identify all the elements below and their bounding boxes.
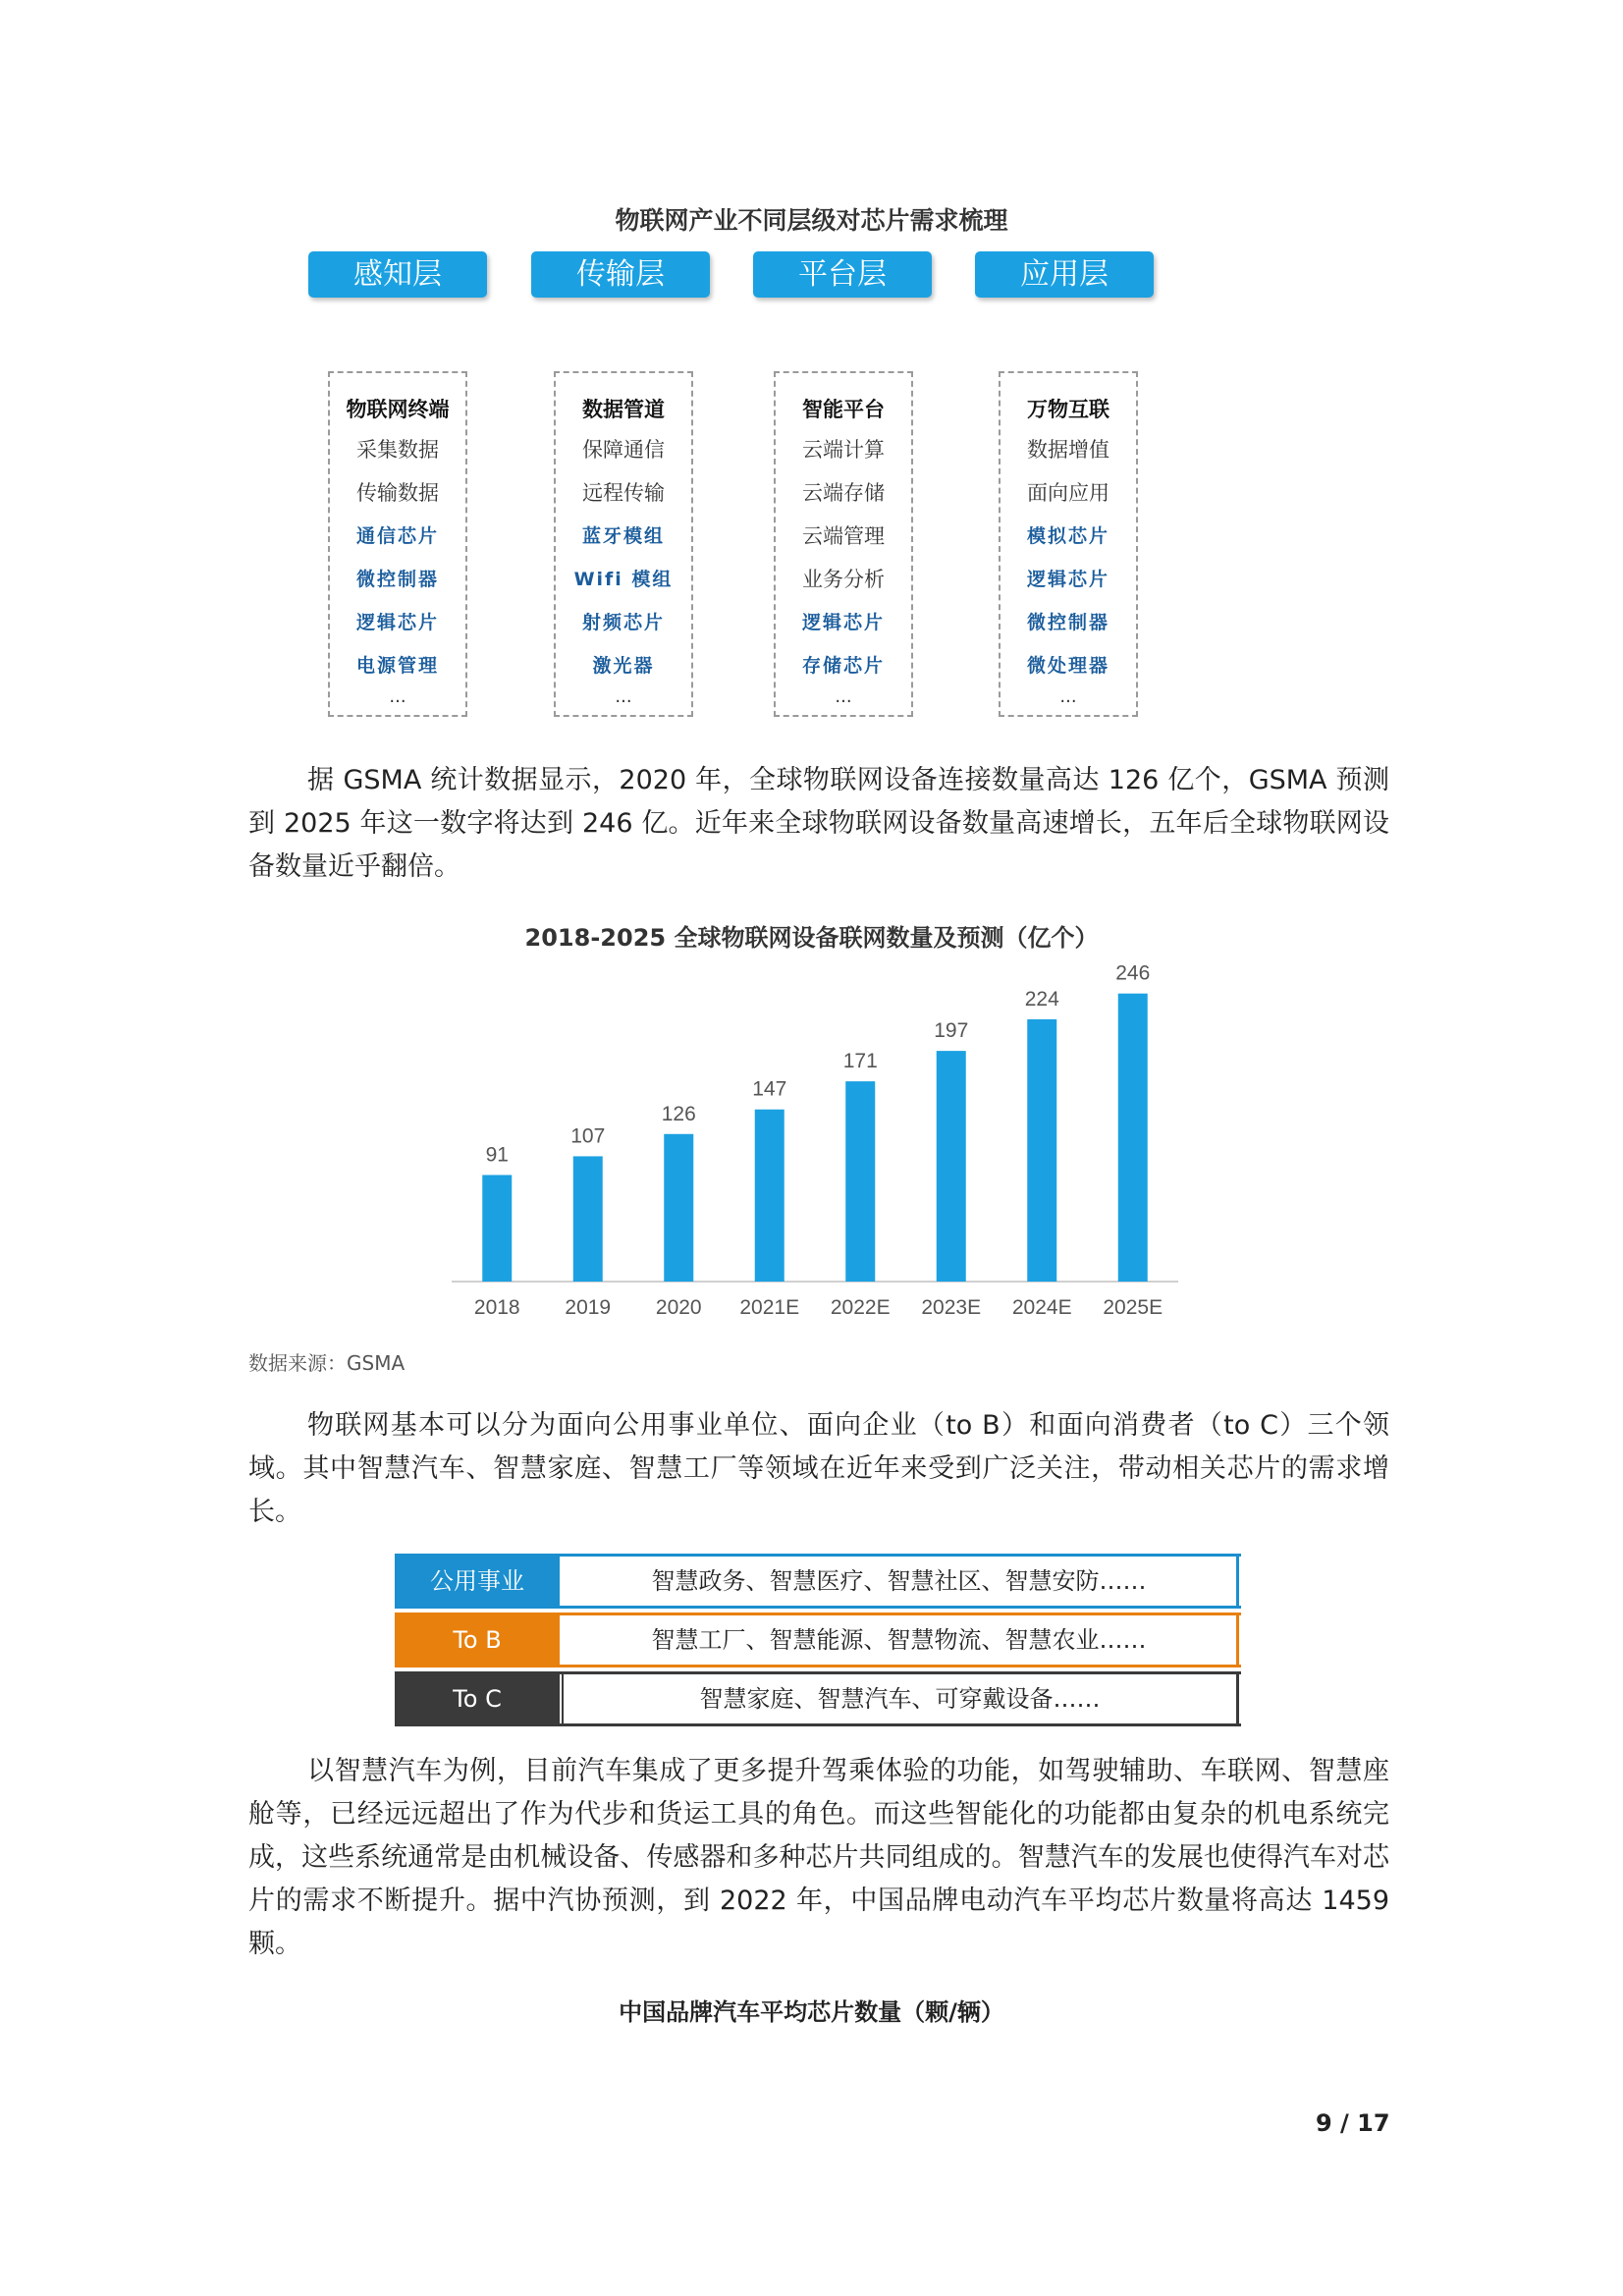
x-tick-label-2019: 2019	[565, 1296, 612, 1319]
layer-box-item: 数据增值	[1027, 438, 1109, 462]
layer-perception-header: 感知层	[308, 251, 487, 298]
segment-label: To C	[395, 1674, 560, 1723]
bar-2020	[664, 1134, 693, 1282]
next-chart-title: 中国品牌汽车平均芯片数量（颗/辆）	[619, 1998, 1004, 2026]
layer-box-heading: 智能平台	[802, 398, 885, 421]
bar-2019	[573, 1156, 603, 1282]
bar-2018	[482, 1175, 512, 1283]
layer-box-chip: 逻辑芯片	[355, 612, 439, 633]
data-label-2025E: 246	[1115, 961, 1151, 985]
layer-perception-box	[328, 371, 467, 717]
layer-box-ellipsis: ...	[1059, 686, 1077, 707]
bar-2024E	[1027, 1019, 1056, 1282]
data-source: 数据来源：GSMA	[248, 1351, 406, 1375]
segment-value: 智慧工厂、智慧能源、智慧物流、智慧农业……	[562, 1615, 1239, 1665]
layer-box-item: 保障通信	[582, 438, 665, 462]
chart-title: 2018-2025 全球物联网设备联网数量及预测（亿个）	[524, 924, 1099, 952]
layer-box-chip: 微控制器	[1026, 612, 1109, 633]
layer-box-chip: 微控制器	[355, 569, 439, 590]
data-label-2018: 91	[485, 1143, 509, 1167]
layer-box-chip: 蓝牙模组	[581, 525, 665, 547]
paragraph-gsma	[248, 759, 1389, 889]
layer-transport-box	[554, 371, 693, 717]
x-tick-label-2020: 2020	[655, 1296, 702, 1319]
paragraph-text: 以智慧汽车为例，目前汽车集成了更多提升驾乘体验的功能，如驾驶辅助、车联网、智慧座舱等，已经远远超出了作为代步和货运工具的角色。而这些智能化的功能都由复杂的机电系统完成，这些系统通常是由机械设备、传感器和多种芯片共同组成的。智慧汽车的发展也使得汽车对芯片的需求不断提升。据中汽协预测，到 2022 年，中国品牌电动汽车平均芯片数量将高达 1459 颗。	[248, 1756, 1389, 1959]
layer-transport-header: 传输层	[531, 251, 710, 298]
layer-box-item: 面向应用	[1027, 481, 1109, 505]
paragraph-text: 物联网基本可以分为面向公用事业单位、面向企业（to B）和面向消费者（to C）三个领域。其中智慧汽车、智慧家庭、智慧工厂等领域在近年来受到广泛关注，带动相关芯片的需求增长。	[248, 1410, 1389, 1527]
segment-table	[395, 1554, 1241, 1726]
segment-label: 公用事业	[395, 1557, 560, 1606]
layer-box-chip: 存储芯片	[801, 655, 885, 677]
layer-box-chip: 逻辑芯片	[1026, 569, 1109, 590]
data-label-2022E: 171	[842, 1050, 878, 1073]
iot-devices-bar-chart	[442, 957, 1188, 1331]
layer-box-ellipsis: ...	[615, 686, 632, 707]
layer-box-item: 云端存储	[802, 481, 885, 505]
layer-box-item: 云端计算	[802, 438, 885, 462]
layer-platform-box	[774, 371, 913, 717]
data-label-2020: 126	[661, 1102, 696, 1125]
layer-box-chip: 激光器	[592, 655, 655, 677]
x-tick-label-2024E: 2024E	[1011, 1296, 1072, 1319]
paragraph-text: 据 GSMA 统计数据显示，2020 年，全球物联网设备连接数量高达 126 亿个，GSMA 预测到 2025 年这一数字将达到 246 亿。近年来全球物联网设备数量高速增长，五年后全球物联网设备数量近乎翻倍。	[248, 765, 1389, 882]
page-number: 9 / 17	[1316, 2109, 1390, 2137]
layer-box-chip: 模拟芯片	[1026, 525, 1109, 547]
data-label-2024E: 224	[1024, 987, 1059, 1011]
diagram-title: 物联网产业不同层级对芯片需求梳理	[615, 206, 1008, 235]
layer-box-chip: 逻辑芯片	[801, 612, 885, 633]
layer-box-item: 业务分析	[802, 568, 885, 591]
segment-label: To B	[395, 1615, 560, 1665]
layer-box-chip: 射频芯片	[581, 612, 665, 633]
data-label-2021E: 147	[752, 1077, 787, 1101]
layer-box-chip: Wifi 模组	[573, 569, 674, 590]
layer-box-item: 远程传输	[582, 481, 665, 505]
layer-box-chip: 电源管理	[355, 655, 439, 677]
segment-row-toc	[395, 1671, 1241, 1726]
layer-box-item: 传输数据	[356, 481, 439, 505]
layer-box-ellipsis: ...	[389, 686, 406, 707]
segment-value: 智慧政务、智慧医疗、智慧社区、智慧安防……	[562, 1557, 1239, 1606]
layer-box-heading: 物联网终端	[346, 398, 450, 421]
layer-box-ellipsis: ...	[835, 686, 852, 707]
data-label-2019: 107	[570, 1124, 606, 1148]
segment-row-public	[395, 1554, 1241, 1609]
x-tick-label-2021E: 2021E	[739, 1296, 800, 1319]
x-tick-label-2025E: 2025E	[1103, 1296, 1163, 1319]
layer-box-heading: 万物互联	[1027, 398, 1109, 421]
paragraph-segments	[248, 1404, 1389, 1534]
layer-box-chip: 微处理器	[1026, 655, 1109, 677]
bar-2023E	[937, 1051, 966, 1282]
layer-platform-header: 平台层	[753, 251, 932, 298]
layer-box-item: 采集数据	[356, 438, 439, 462]
paragraph-smart-car	[248, 1750, 1389, 1966]
layer-application-header: 应用层	[975, 251, 1154, 298]
bar-2025E	[1118, 994, 1148, 1282]
segment-row-tob	[395, 1613, 1241, 1667]
x-tick-label-2022E: 2022E	[830, 1296, 891, 1319]
segment-value: 智慧家庭、智慧汽车、可穿戴设备……	[562, 1674, 1239, 1723]
layer-box-chip: 通信芯片	[355, 525, 439, 547]
layer-box-heading: 数据管道	[582, 398, 665, 421]
bar-2022E	[845, 1081, 875, 1282]
layer-application-box	[999, 371, 1138, 717]
x-tick-label-2023E: 2023E	[921, 1296, 982, 1319]
x-tick-label-2018: 2018	[473, 1296, 520, 1319]
data-label-2023E: 197	[934, 1019, 969, 1043]
bar-2021E	[755, 1110, 784, 1282]
layer-box-item: 云端管理	[802, 524, 885, 548]
